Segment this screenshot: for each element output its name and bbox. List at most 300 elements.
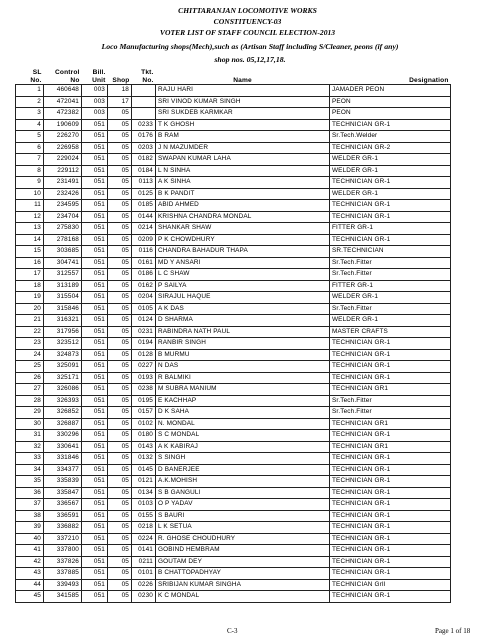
table-row [16,407,451,419]
cell-control: 334377 [44,464,82,476]
cell-bill-unit: 051 [82,384,108,396]
cell-ticket: 0231 [132,326,156,338]
cell-bill-unit: 051 [82,165,108,177]
cell-control: 325171 [44,372,82,384]
cell-sl: 38 [16,510,44,522]
cell-bill-unit: 051 [82,303,108,315]
cell-bill-unit: 003 [82,108,108,120]
cell-bill-unit: 051 [82,430,108,442]
cell-sl: 11 [16,200,44,212]
table-row [16,119,451,131]
table-row [16,464,451,476]
cell-control: 472382 [44,108,82,120]
col-bill-header: Bill. Unit [92,69,106,84]
cell-bill-unit: 051 [82,200,108,212]
table-row [16,165,451,177]
cell-shop: 05 [108,430,132,442]
cell-control: 324873 [44,349,82,361]
cell-sl: 2 [16,96,44,108]
cell-ticket: 0125 [132,188,156,200]
cell-designation: PEON [330,108,451,120]
cell-name: RANBIR SINGH [156,338,330,350]
cell-ticket: 0144 [132,211,156,223]
cell-shop: 05 [108,119,132,131]
cell-ticket: 0141 [132,545,156,557]
cell-name: R BALMIKI [156,372,330,384]
cell-bill-unit: 051 [82,269,108,281]
cell-sl: 8 [16,165,44,177]
cell-name: P SAILYA [156,280,330,292]
cell-designation: TECHNICIAN GR-1 [330,556,451,568]
cell-control: 190609 [44,119,82,131]
cell-name: A K KABIRAJ [156,441,330,453]
cell-name: K C MONDAL [156,591,330,603]
cell-shop: 17 [108,96,132,108]
cell-ticket: 0162 [132,280,156,292]
cell-sl: 39 [16,522,44,534]
cell-designation: TECHNICIAN GR-1 [330,234,451,246]
cell-ticket: 0182 [132,154,156,166]
cell-sl: 28 [16,395,44,407]
cell-shop: 05 [108,510,132,522]
cell-designation: Sr.Tech.Welder [330,131,451,143]
cell-designation: WELDER GR-1 [330,165,451,177]
cell-bill-unit: 003 [82,85,108,97]
cell-shop: 05 [108,499,132,511]
cell-control: 304741 [44,257,82,269]
cell-bill-unit: 051 [82,476,108,488]
cell-sl: 9 [16,177,44,189]
cell-control: 315504 [44,292,82,304]
table-row [16,315,451,327]
cell-ticket [132,96,156,108]
cell-shop: 05 [108,441,132,453]
table-row [16,257,451,269]
cell-shop: 05 [108,131,132,143]
cell-control: 460648 [44,85,82,97]
cell-bill-unit: 051 [82,510,108,522]
cell-bill-unit: 051 [82,395,108,407]
cell-shop: 05 [108,292,132,304]
table-row [16,533,451,545]
table-row [16,211,451,223]
cell-sl: 20 [16,303,44,315]
cell-ticket: 0203 [132,142,156,154]
cell-control: 312557 [44,269,82,281]
table-header-row [16,66,451,85]
col-name-header: Name [233,76,252,84]
cell-shop: 05 [108,384,132,396]
cell-name: A.K.MOHISH [156,476,330,488]
cell-shop: 05 [108,407,132,419]
cell-shop: 05 [108,372,132,384]
cell-designation: TECHNICIAN GR-1 [330,349,451,361]
cell-bill-unit: 051 [82,131,108,143]
cell-ticket: 0103 [132,499,156,511]
cell-shop: 05 [108,533,132,545]
cell-bill-unit: 051 [82,257,108,269]
cell-sl: 3 [16,108,44,120]
cell-name: ABID AHMED [156,200,330,212]
cell-sl: 12 [16,211,44,223]
voter-list-heading: VOTER LIST OF STAFF COUNCIL ELECTION-2013 [159,28,336,37]
cell-name: L N SINHA [156,165,330,177]
table-row [16,395,451,407]
cell-shop: 05 [108,545,132,557]
cell-control: 330641 [44,441,82,453]
cell-bill-unit: 051 [82,418,108,430]
cell-shop: 05 [108,556,132,568]
cell-control: 226958 [44,142,82,154]
cell-control: 234595 [44,200,82,212]
cell-name: D BANERJEE [156,464,330,476]
cell-control: 326086 [44,384,82,396]
cell-bill-unit: 051 [82,556,108,568]
cell-name: D K SAHA [156,407,330,419]
cell-sl: 26 [16,372,44,384]
cell-ticket: 0218 [132,522,156,534]
cell-name: D SHARMA [156,315,330,327]
table-row [16,441,451,453]
cell-shop: 05 [108,487,132,499]
cell-bill-unit: 051 [82,246,108,258]
cell-control: 341585 [44,591,82,603]
table-row [16,487,451,499]
cell-control: 337826 [44,556,82,568]
cell-control: 336567 [44,499,82,511]
cell-name: N DAS [156,361,330,373]
cell-name: RAJU HARI [156,85,330,97]
cell-ticket: 0102 [132,418,156,430]
cell-name: A K SINHA [156,177,330,189]
table-row [16,303,451,315]
cell-ticket: 0155 [132,510,156,522]
cell-designation: WELDER GR-1 [330,292,451,304]
cell-bill-unit: 051 [82,154,108,166]
cell-ticket: 0194 [132,338,156,350]
cell-shop: 05 [108,579,132,591]
cell-sl: 31 [16,430,44,442]
cell-designation: TECHNICIAN GR1 [330,418,451,430]
cell-shop: 05 [108,326,132,338]
cell-sl: 33 [16,453,44,465]
cell-designation: TECHNICIAN GR-1 [330,361,451,373]
cell-bill-unit: 051 [82,142,108,154]
cell-sl: 4 [16,119,44,131]
cell-bill-unit: 051 [82,441,108,453]
table-row [16,292,451,304]
cell-bill-unit: 051 [82,211,108,223]
table-row [16,372,451,384]
cell-bill-unit: 051 [82,579,108,591]
cell-sl: 44 [16,579,44,591]
table-row [16,522,451,534]
table-row [16,556,451,568]
cell-shop: 05 [108,177,132,189]
table-row [16,85,451,97]
cell-shop: 05 [108,591,132,603]
cell-control: 229024 [44,154,82,166]
cell-control: 234704 [44,211,82,223]
cell-sl: 34 [16,464,44,476]
cell-sl: 45 [16,591,44,603]
cell-name: RABINDRA NATH PAUL [156,326,330,338]
cell-name: S B GANGULI [156,487,330,499]
cell-bill-unit: 051 [82,591,108,603]
cell-shop: 05 [108,257,132,269]
cell-bill-unit: 051 [82,234,108,246]
cell-ticket: 0211 [132,556,156,568]
document-title: CHITTARANJAN LOCOMOTIVE WORKS [178,6,317,15]
cell-designation: FITTER GR-1 [330,280,451,292]
cell-control: 336882 [44,522,82,534]
cell-name: L C SHAW [156,269,330,281]
cell-name: P K CHOWDHURY [156,234,330,246]
cell-control: 313189 [44,280,82,292]
cell-name: E KACHHAP [156,395,330,407]
cell-sl: 13 [16,223,44,235]
cell-name: CHANDRA BAHADUR THAPA [156,246,330,258]
cell-sl: 32 [16,441,44,453]
table-row [16,476,451,488]
cell-ticket: 0195 [132,395,156,407]
cell-control: 278168 [44,234,82,246]
cell-shop: 05 [108,234,132,246]
cell-shop: 05 [108,338,132,350]
cell-shop: 05 [108,269,132,281]
cell-control: 326393 [44,395,82,407]
cell-shop: 05 [108,200,132,212]
cell-sl: 24 [16,349,44,361]
cell-designation: TECHNICIAN GR-1 [330,510,451,522]
cell-ticket: 0116 [132,246,156,258]
cell-shop: 05 [108,280,132,292]
cell-designation: TECHNICIAN GR-1 [330,487,451,499]
cell-shop: 05 [108,568,132,580]
cell-designation: TECHNICIAN GR-1 [330,453,451,465]
cell-sl: 36 [16,487,44,499]
cell-control: 323512 [44,338,82,350]
cell-sl: 35 [16,476,44,488]
cell-sl: 14 [16,234,44,246]
shop-description [10,40,490,66]
cell-bill-unit: 051 [82,326,108,338]
cell-ticket: 0124 [132,315,156,327]
cell-name: S C MONDAL [156,430,330,442]
cell-bill-unit: 051 [82,487,108,499]
cell-designation: TECHNICIAN GR1 [330,441,451,453]
cell-sl: 43 [16,568,44,580]
table-row [16,223,451,235]
cell-name: S SINGH [156,453,330,465]
cell-sl: 40 [16,533,44,545]
table-row [16,188,451,200]
cell-name: L K SETUA [156,522,330,534]
cell-control: 226270 [44,131,82,143]
cell-ticket: 0128 [132,349,156,361]
cell-bill-unit: 051 [82,533,108,545]
table-row [16,510,451,522]
cell-sl: 37 [16,499,44,511]
cell-designation: TECHNICIAN GR-1 [330,568,451,580]
cell-ticket: 0209 [132,234,156,246]
cell-bill-unit: 051 [82,464,108,476]
cell-shop: 05 [108,108,132,120]
cell-sl: 25 [16,361,44,373]
col-control-header: Control No [55,69,80,84]
cell-sl: 30 [16,418,44,430]
cell-ticket: 0204 [132,292,156,304]
cell-bill-unit: 051 [82,453,108,465]
cell-control: 339493 [44,579,82,591]
cell-name: A K DAS [156,303,330,315]
table-row [16,131,451,143]
cell-designation: TECHNICIAN GR1 [330,384,451,396]
cell-sl: 7 [16,154,44,166]
cell-shop: 05 [108,361,132,373]
cell-ticket: 0101 [132,568,156,580]
cell-ticket: 0134 [132,487,156,499]
cell-control: 316321 [44,315,82,327]
cell-shop: 05 [108,315,132,327]
cell-control: 472041 [44,96,82,108]
cell-designation: PEON [330,96,451,108]
cell-name: B RAM [156,131,330,143]
cell-ticket: 0227 [132,361,156,373]
cell-ticket: 0185 [132,200,156,212]
cell-shop: 18 [108,85,132,97]
cell-name: SIRAJUL HAQUE [156,292,330,304]
cell-sl: 23 [16,338,44,350]
cell-ticket: 0145 [132,464,156,476]
cell-ticket: 0233 [132,119,156,131]
cell-ticket: 0224 [132,533,156,545]
cell-sl: 42 [16,556,44,568]
cell-name: SRI SUKDEB KARMKAR [156,108,330,120]
page-number: Page 1 of 18 [435,627,471,635]
cell-control: 315846 [44,303,82,315]
cell-sl: 16 [16,257,44,269]
cell-control: 317956 [44,326,82,338]
cell-sl: 21 [16,315,44,327]
cell-control: 335847 [44,487,82,499]
table-row [16,200,451,212]
cell-shop: 05 [108,476,132,488]
cell-ticket: 0214 [132,223,156,235]
cell-designation: WELDER GR-1 [330,154,451,166]
cell-shop: 05 [108,223,132,235]
cell-designation: TECHNICIAN GR-1 [330,119,451,131]
cell-name: SRIBIJAN KUMAR SINGHA [156,579,330,591]
table-row [16,384,451,396]
cell-designation: JAMADER PEON [330,85,451,97]
cell-designation: Sr.Tech.Fitter [330,407,451,419]
cell-bill-unit: 051 [82,568,108,580]
cell-ticket: 0176 [132,131,156,143]
cell-control: 303685 [44,246,82,258]
cell-bill-unit: 051 [82,338,108,350]
cell-ticket: 0132 [132,453,156,465]
cell-control: 337885 [44,568,82,580]
cell-designation: TECHNICIAN GR-1 [330,430,451,442]
table-row [16,338,451,350]
table-row [16,499,451,511]
table-row [16,591,451,603]
shop-description-line1: Loco Manufacturing shops(Mech),such as (Artisan Staff including S/Cleaner, peons (if any) [101,42,399,51]
cell-control: 231491 [44,177,82,189]
cell-designation: TECHNICIAN GR-2 [330,142,451,154]
cell-name: J N MAZUMDER [156,142,330,154]
cell-designation: Sr.Tech.Fitter [330,395,451,407]
table-row [16,177,451,189]
cell-bill-unit: 051 [82,223,108,235]
cell-ticket [132,108,156,120]
cell-shop: 05 [108,464,132,476]
cell-designation: SR.TECHNICIAN [330,246,451,258]
cell-ticket: 0121 [132,476,156,488]
table-row [16,430,451,442]
table-row [16,108,451,120]
cell-sl: 22 [16,326,44,338]
cell-designation: TECHNICIAN GrII [330,579,451,591]
cell-designation: TECHNICIAN GR-1 [330,522,451,534]
cell-designation: TECHNICIAN GR-1 [330,545,451,557]
cell-ticket: 0184 [132,165,156,177]
cell-shop: 05 [108,522,132,534]
cell-bill-unit: 051 [82,280,108,292]
cell-control: 232426 [44,188,82,200]
cell-name: N. MONDAL [156,418,330,430]
cell-shop: 05 [108,154,132,166]
cell-name: R. GHOSE CHOUDHURY [156,533,330,545]
cell-control: 331846 [44,453,82,465]
cell-name: M SUBRA MANIUM [156,384,330,396]
footer-code: C-3 [227,627,238,635]
cell-designation: Sr.Tech.Fitter [330,257,451,269]
col-shop-header: Shop [112,76,130,84]
cell-control: 337800 [44,545,82,557]
cell-bill-unit: 051 [82,499,108,511]
cell-name: B K PANDIT [156,188,330,200]
cell-ticket: 0230 [132,591,156,603]
cell-shop: 05 [108,142,132,154]
cell-sl: 19 [16,292,44,304]
cell-name: SWAPAN KUMAR LAHA [156,154,330,166]
table-row [16,349,451,361]
cell-designation: MASTER CRAFTS [330,326,451,338]
cell-sl: 29 [16,407,44,419]
cell-control: 335839 [44,476,82,488]
cell-ticket: 0186 [132,269,156,281]
table-row [16,568,451,580]
cell-name: MD Y ANSARI [156,257,330,269]
col-tkt-header: Tkt. No. [141,69,154,84]
table-row [16,545,451,557]
cell-designation: FITTER GR-1 [330,223,451,235]
cell-control: 325091 [44,361,82,373]
cell-shop: 05 [108,303,132,315]
cell-control: 337210 [44,533,82,545]
cell-ticket: 0238 [132,384,156,396]
cell-designation: TECHNICIAN GR-1 [330,499,451,511]
cell-ticket: 0226 [132,579,156,591]
table-row [16,234,451,246]
cell-shop: 05 [108,349,132,361]
table-row [16,418,451,430]
cell-bill-unit: 051 [82,361,108,373]
cell-bill-unit: 051 [82,315,108,327]
cell-control: 336591 [44,510,82,522]
